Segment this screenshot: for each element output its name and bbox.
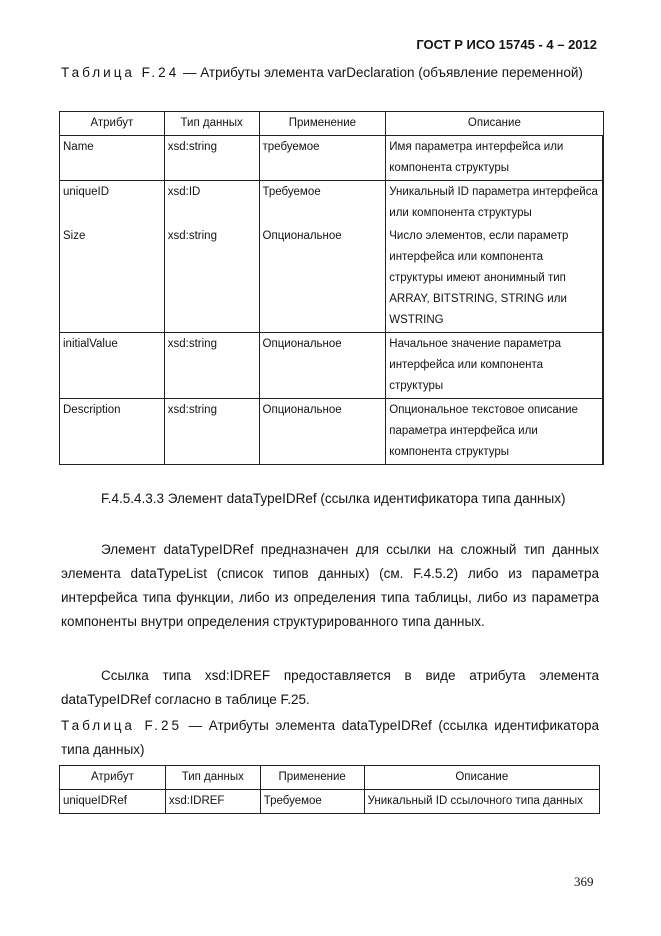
cell-description: Уникальный ID ссылочного типа данных: [364, 790, 599, 814]
table-row: [60, 790, 600, 814]
cell-data-type: xsd:string: [164, 136, 259, 181]
cell-attribute: uniqueID: [60, 181, 165, 226]
table-25-caption-label: Таблица F.25: [61, 718, 183, 733]
cell-data-type: xsd:string: [164, 399, 259, 465]
cell-usage: Требуемое: [260, 790, 364, 814]
cell-data-type: xsd:string: [164, 225, 259, 333]
cell-attribute: initialValue: [60, 333, 165, 399]
cell-usage: Опциональное: [259, 399, 386, 465]
cell-usage: требуемое: [259, 136, 386, 181]
cell-usage: Требуемое: [259, 181, 386, 226]
cell-attribute: Name: [60, 136, 165, 181]
cell-description: Начальное значение параметра интерфейса или компонента структуры: [386, 333, 603, 399]
body-paragraph-2: Ссылка типа xsd:IDREF предоставляется в виде атрибута элемента dataTypeIDRef согласно в таблице F.25.: [61, 668, 599, 707]
column-header-attribute: Атрибут: [60, 766, 166, 790]
cell-attribute: Size: [60, 225, 165, 333]
cell-description: Имя параметра интерфейса или компонента структуры: [386, 136, 603, 181]
table-row: [60, 225, 604, 333]
table-25-caption: [61, 714, 599, 762]
table-row: [60, 333, 604, 399]
section-heading: F.4.5.4.3.3 Элемент dataTypeIDRef (ссылка идентификатора типа данных): [101, 491, 566, 506]
column-header-data-type: Тип данных: [164, 112, 259, 136]
table-25: [59, 765, 600, 814]
column-header-description: Описание: [386, 112, 603, 136]
column-header-data-type: Тип данных: [165, 766, 260, 790]
table-24-caption-label: Таблица F.24: [61, 65, 180, 80]
body-paragraph-1: Элемент dataTypeIDRef предназначен для ссылки на сложный тип данных элемента dataTypeList (список типов данных) (см. F.4.5.2) либо из параметра интерфейса типа функции, либо из определения типа таблицы, либо из параметра компоненты внутри определения структурированного типа данных.: [61, 542, 599, 629]
cell-usage: Опциональное: [259, 333, 386, 399]
table-row: [60, 181, 604, 226]
table-24: [59, 111, 604, 465]
cell-description: Уникальный ID параметра интерфейса или компонента структуры: [386, 181, 603, 226]
table-24-header-row: [60, 112, 604, 136]
cell-data-type: xsd:IDREF: [165, 790, 260, 814]
cell-description: Число элементов, если параметр интерфейса или компонента структуры имеют анонимный тип ARRAY, BITSTRING, STRING или WSTRING: [386, 225, 603, 333]
table-25-caption-text: — Атрибуты элемента dataTypeIDRef (ссылка идентификатора типа данных): [61, 718, 600, 757]
cell-data-type: xsd:ID: [164, 181, 259, 226]
cell-usage: Опциональное: [259, 225, 386, 333]
cell-description: Опциональное текстовое описание параметра интерфейса или компонента структуры: [386, 399, 603, 465]
table-row: [60, 399, 604, 465]
column-header-usage: Применение: [259, 112, 386, 136]
cell-attribute: uniqueIDRef: [60, 790, 166, 814]
column-header-usage: Применение: [260, 766, 364, 790]
document-id-header: ГОСТ Р ИСО 15745 - 4 – 2012: [416, 37, 597, 52]
cell-data-type: xsd:string: [164, 333, 259, 399]
table-24-caption: [61, 61, 599, 85]
table-row: [60, 136, 604, 181]
table-24-caption-text: — Атрибуты элемента varDeclaration (объявление переменной): [179, 65, 583, 80]
cell-attribute: Description: [60, 399, 165, 465]
column-header-attribute: Атрибут: [60, 112, 165, 136]
page-number: 369: [574, 874, 594, 889]
table-25-header-row: [60, 766, 600, 790]
column-header-description: Описание: [364, 766, 599, 790]
